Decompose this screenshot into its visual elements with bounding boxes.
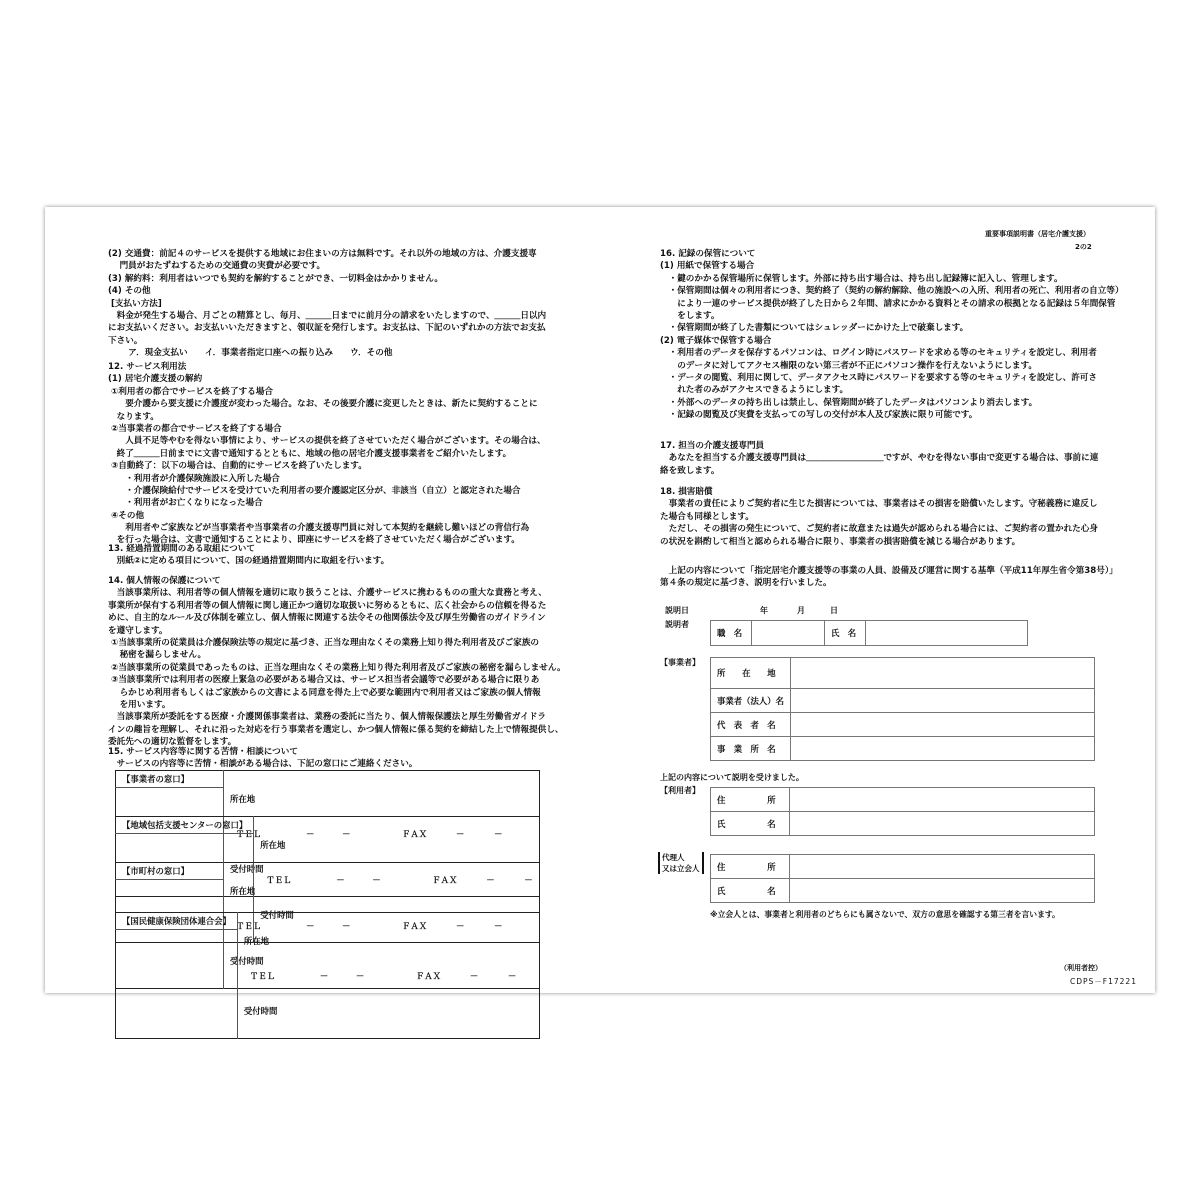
text-line: ④その他 — [108, 510, 145, 521]
dash: － — [456, 920, 465, 931]
address-label: 所在地 — [260, 839, 286, 850]
provider-label: 【事業者】 — [660, 658, 700, 667]
text-line: を行った場合は、文書で通知することにより、即座にサービスを終了させていただく場合がございます。 — [108, 535, 520, 546]
contact-label: 【地域包括支援センターの窓口】 — [116, 817, 254, 834]
document-title: 重要事項説明書（居宅介護支援） — [985, 230, 1090, 238]
text-line: 16. 記録の保管について — [660, 249, 756, 259]
text-line: た場合も同様とします。 — [660, 511, 754, 522]
contact-group — [115, 912, 540, 1039]
agent-label-line: 代理人 — [662, 853, 685, 862]
contact-label: 【事業者の窓口】 — [116, 771, 224, 788]
tel-label: ＴＥＬ — [236, 828, 262, 839]
text-line: 17. 担当の介護支援専門員 — [660, 441, 765, 451]
explainer-label: 説明者 — [665, 620, 689, 629]
text-line: (3) 解約料：利用者はいつでも契約を解約することができ、一切料金はかかりません。 — [108, 273, 443, 284]
text-line: ②当該事業所の従業員であったものは、正当な理由なくその業務上知り得た利用者及びご家族の秘密を漏らしません。 — [108, 662, 566, 673]
section-18-damages — [660, 486, 1110, 548]
text-line: ・介護保険給付でサービスを受けていた利用者の要介護認定区分が、非該当（自立）と認定された場合 — [108, 485, 521, 496]
text-line: めに、自主的なルール及び体制を確立し、個人情報に関連する法令その他関係法令及び厚生労働省のガイドライン — [108, 613, 546, 624]
month-unit: 月 — [797, 606, 805, 615]
day-unit: 日 — [830, 606, 838, 615]
provider-table — [710, 657, 1095, 761]
tel-label: ＴＥＬ — [266, 874, 292, 885]
name-field[interactable] — [866, 621, 1028, 646]
year-unit: 年 — [760, 606, 768, 615]
user-table — [710, 787, 1095, 836]
text-line: 人員不足等やむを得ない事情により、サービスの提供を終了させていただく場合がございます。その場合は、 — [108, 436, 546, 447]
receipt-text: 上記の内容について説明を受けました。 — [660, 773, 804, 782]
text-line: (2) 交通費：前記４のサービスを提供する地域にお住まいの方は無料です。それ以外の地域の方は、介護支援専 — [108, 249, 537, 259]
fax-label: ＦＡＸ — [432, 874, 458, 885]
user-label: 【利用者】 — [660, 786, 700, 795]
dash: － — [306, 828, 315, 839]
text-line: 絡を致します。 — [660, 465, 720, 476]
text-line: (1) 用紙で保管する場合 — [660, 261, 755, 272]
page-number: 2の2 — [1075, 243, 1092, 251]
text-line: 当該事業所が委託をする医療・介護関係事業者は、業務の委託に当たり、個人情報保護法と厚生労働省ガイドラ — [108, 712, 547, 723]
text-line: ・利用者のデータを保存するパソコンは、ログイン時にパスワードを求める等のセキュリティを設定し、利用者 — [660, 348, 1097, 359]
text-line: 下さい。 — [108, 335, 143, 346]
field-label: 所 在 地 — [711, 658, 791, 689]
field-input[interactable] — [791, 658, 1095, 689]
text-line: 14. 個人情報の保護について — [108, 576, 221, 586]
fax-label: ＦＡＸ — [402, 828, 428, 839]
address-label: 所在地 — [230, 793, 256, 804]
field-label: 事 業 所 名 — [711, 737, 791, 761]
job-title-label: 職 名 — [711, 621, 752, 646]
field-input[interactable] — [791, 689, 1095, 713]
text-line: にお支払いください。お支払いいただきますと、領収証を発行します。お支払は、下記のいずれかの方法でお支払 — [108, 323, 546, 334]
text-line: ・利用者が介護保険施設に入所した場合 — [108, 473, 280, 484]
text-line: 要介護から要支援に介護度が変わった場合。なお、その後要介護に変更したときは、新たに契約することに — [108, 399, 538, 410]
text-line: 秘密を漏らしません。 — [108, 650, 207, 661]
dash: － — [372, 874, 381, 885]
witness-note: ※立会人とは、事業者と利用者のどちらにも属さないで、双方の意思を確認する第三者を言います。 — [710, 910, 1060, 919]
section-14-privacy — [108, 576, 566, 749]
text-line: ①利用者の都合でサービスを終了する場合 — [108, 386, 273, 397]
text-line: なります。 — [108, 411, 159, 422]
agent-label-line: 又は立会人 — [662, 864, 700, 873]
fax-label: ＦＡＸ — [402, 920, 428, 931]
dash: － — [342, 920, 351, 931]
dash: － — [494, 920, 503, 931]
form-code: CDPS－F17221 — [1070, 977, 1137, 986]
text-line: あなたを担当する介護支援専門員は＿＿＿＿＿＿＿＿＿ですが、やむを得ない事由で変更する場合は、事前に連 — [660, 453, 1099, 464]
field-input[interactable] — [790, 879, 1095, 903]
dash: － — [342, 828, 351, 839]
text-line: ・利用者がお亡くなりになった場合 — [108, 498, 263, 509]
explanation-statement — [660, 565, 1118, 590]
text-line: ・保管期間は個々の利用者につき、契約終了（契約の解約解除、他の施設への入所、利用者の死亡、利用者の自立等） — [660, 286, 1124, 297]
field-label: 住 所 — [711, 855, 790, 879]
text-line: 第４条の規定に基づき、説明を行いました。 — [660, 578, 832, 589]
dash: － — [319, 970, 329, 981]
field-label: 住 所 — [711, 788, 790, 812]
text-line: をします。 — [660, 310, 720, 321]
text-line: ・データの閲覧、利用に関して、データアクセス時にパスワードを要求する等のセキュリティを設定し、許可さ — [660, 372, 1097, 383]
contact-name-field[interactable] — [116, 930, 238, 1039]
dash: － — [355, 970, 365, 981]
tel-label: ＴＥＬ — [249, 970, 275, 981]
dash: － — [494, 828, 503, 839]
field-label: 氏 名 — [711, 879, 790, 903]
address-label: 所在地 — [230, 885, 256, 896]
contact-label: 【国民健康保険団体連合会】 — [116, 913, 238, 930]
dash: － — [469, 970, 479, 981]
text-line: ・保管期間が終了した書類についてはシュレッダーにかけた上で破棄します。 — [660, 323, 969, 334]
explainer-table — [710, 620, 1028, 646]
tel-label: ＴＥＬ — [236, 920, 262, 931]
text-line: の状況を斟酌して相当と認められる場合に限り、事業者の損害賠償を減じる場合があります。 — [660, 536, 1021, 547]
section-15-complaints — [108, 746, 548, 771]
text-line: ③自動終了：以下の場合は、自動的にサービスを終了いたします。 — [108, 461, 367, 472]
text-line: ②当事業者の都合でサービスを終了する場合 — [108, 423, 282, 434]
text-line: 利用者やご家族などが当事業者や当事業者の介護支援専門員に対して本契約を継続し難いほどの背信行為 — [108, 523, 530, 534]
hours-label: 受付時間 — [230, 863, 264, 874]
dash: － — [507, 970, 517, 981]
text-line: (4) その他 — [108, 286, 151, 297]
text-line: インの趣旨を理解し、それに沿った対応を行う事業者を選定し、かつ個人情報に係る契約を締結した上で情報提供し、 — [108, 724, 564, 735]
text-line: ③当該事業所では利用者の医療上緊急の必要がある場合又は、サービス担当者会議等で必要がある場合に限りあ — [108, 675, 540, 686]
hours-label: 受付時間 — [230, 955, 264, 966]
text-line: を遵守します。 — [108, 625, 168, 636]
field-label: 代 表 者 名 — [711, 713, 791, 737]
text-line: 料金が発生する場合、月ごとの精算とし、毎月、＿＿＿日までに前月分の請求をいたしますので、＿＿＿日以内 — [108, 310, 547, 321]
text-line: (2) 電子媒体で保管する場合 — [660, 335, 772, 346]
section-17-care-manager — [660, 440, 1110, 477]
section-16-records — [660, 248, 1124, 421]
text-line: れた者のみがアクセスできるようにします。 — [660, 385, 849, 396]
hours-label: 受付時間 — [260, 909, 294, 920]
copy-label: （利用者控） — [1060, 964, 1102, 972]
text-line: ただし、その損害の発生について、ご契約者に故意または過失が認められる場合には、ご契約者の置かれた心身 — [660, 524, 1098, 535]
dash: － — [524, 874, 533, 885]
fax-label: ＦＡＸ — [415, 970, 441, 981]
text-line: 委託先への適切な監督をします。 — [108, 737, 237, 748]
text-line: ・記録の閲覧及び実費を支払っての写しの交付が本人及び家族に限り可能です。 — [660, 410, 978, 421]
field-input[interactable] — [790, 855, 1095, 879]
section-fees — [108, 248, 548, 360]
contact-label: 【市町村の窓口】 — [116, 863, 224, 880]
text-line: 終了＿＿＿日前までに文書で通知するとともに、地域の他の居宅介護支援事業者をご紹介いたします。 — [108, 448, 512, 459]
section-12-service-usage — [108, 361, 548, 547]
document-page — [45, 207, 1155, 1016]
dash: － — [336, 874, 345, 885]
name-label: 氏 名 — [825, 621, 866, 646]
agent-table — [710, 854, 1095, 903]
text-line: ・外部へのデータの持ち出しは禁止し、保管期間が終了したデータはパソコンより消去します。 — [660, 397, 1038, 408]
section-13-transitional-measures — [108, 543, 548, 568]
text-line: ①当該事業所の従業員は介護保険法等の規定に基づき、正当な理由なくその業務上知り得た利用者及びご家族の — [108, 637, 540, 648]
text-line: サービスの内容等に苦情・相談がある場合は、下記の窓口にご連絡ください。 — [108, 759, 418, 770]
explain-date-label: 説明日 — [665, 606, 689, 615]
text-line: ・鍵のかかる保管場所に保管します。外部に持ち出す場合は、持ち出し記録簿に記入し、管理します。 — [660, 273, 1063, 284]
text-line: により一連のサービス提供が終了した日から２年間、請求にかかる資料とその請求の根拠となる記録は５年間保管 — [660, 298, 1116, 309]
field-label: 事業者（法人）名 — [711, 689, 791, 713]
dash: － — [456, 828, 465, 839]
text-line: 事業所が保有する利用者等の個人情報に関し適正かつ適切な取扱いに努めるともに、広く社会からの信頼を得るた — [108, 600, 547, 611]
text-line: [支払い方法] — [108, 298, 162, 309]
field-input[interactable] — [790, 788, 1095, 812]
text-line: 門員がおたずねするための交通費の実費が必要です。 — [108, 261, 326, 272]
text-line: 別紙②に定める項目について、国の経過措置期間内に取組を行います。 — [108, 556, 390, 567]
text-line: 12. サービス利用法 — [108, 362, 187, 372]
text-line: らかじめ利用者もしくはご家族からの文書による同意を得た上で必要な範囲内で利用者又はご家族の個人情報 — [108, 687, 541, 698]
field-input[interactable] — [791, 713, 1095, 737]
text-line: 13. 経過措置期間のある取組について — [108, 544, 255, 554]
job-title-field[interactable] — [752, 621, 825, 646]
text-line: のデータに対してアクセス権限のない第三者が不正にパソコン操作を行えないようにします。 — [660, 360, 1038, 371]
text-line: 当該事業所は、利用者等の個人情報を適切に取り扱うことは、介護サービスに携わるものの重大な責務と考え、 — [108, 588, 547, 599]
text-line: ア．現金支払い イ．事業者指定口座への振り込み ウ．その他 — [108, 348, 393, 359]
text-line: (1) 居宅介護支援の解約 — [108, 374, 203, 385]
agent-label — [658, 852, 704, 874]
hours-label: 受付時間 — [243, 1005, 278, 1016]
text-line: 15. サービス内容等に関する苦情・相談について — [108, 747, 298, 757]
text-line: を用います。 — [108, 699, 171, 710]
dash: － — [306, 920, 315, 931]
text-line: 上記の内容について「指定居宅介護支援等の事業の人員、設備及び運営に関する基準（平成11年厚生省令第38号）」 — [660, 566, 1118, 576]
text-line: 事業者の責任によりご契約者に生じた損害については、事業者はその損害を賠償いたします。守秘義務に違反し — [660, 499, 1098, 510]
field-label: 氏 名 — [711, 812, 790, 836]
field-input[interactable] — [791, 737, 1095, 761]
dash: － — [486, 874, 495, 885]
field-input[interactable] — [790, 812, 1095, 836]
text-line: 18. 損害賠償 — [660, 487, 713, 497]
address-label: 所在地 — [243, 935, 269, 946]
